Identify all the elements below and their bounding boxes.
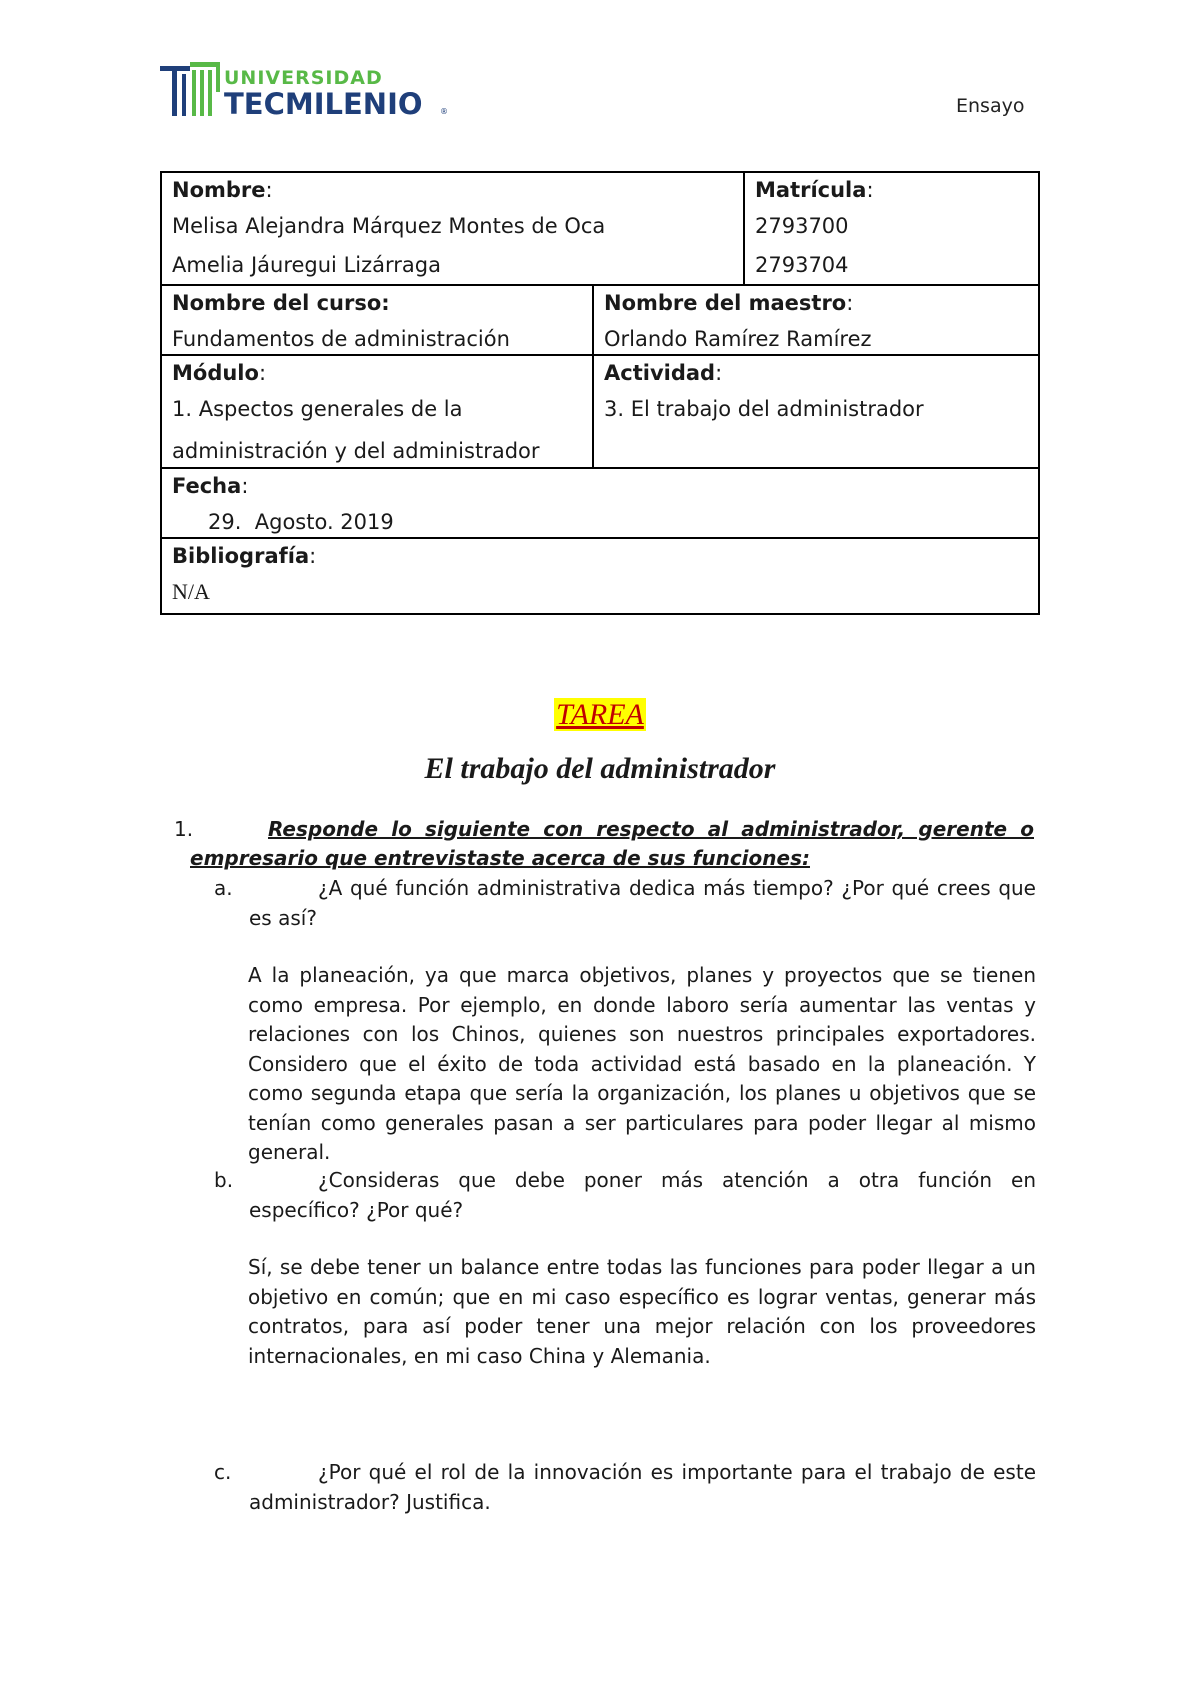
svg-text:UNIVERSIDAD: UNIVERSIDAD xyxy=(224,67,383,89)
cell-maestro: Nombre del maestro: Orlando Ramírez Ramírez xyxy=(594,286,1038,360)
cell-actividad: Actividad: 3. El trabajo del administrador xyxy=(594,356,1038,430)
matricula-label: Matrícula xyxy=(755,178,867,202)
bibliografia-value: N/A xyxy=(172,579,210,604)
subquestion-c xyxy=(214,1458,1036,1517)
modulo-value-line2: administración y del administrador xyxy=(172,439,540,463)
title-text: TAREA xyxy=(556,698,644,731)
modulo-value-line1: 1. Aspectos generales de la xyxy=(172,397,463,421)
student-id-2: 2793704 xyxy=(755,253,849,277)
nombre-label: Nombre xyxy=(172,178,266,202)
curso-value: Fundamentos de administración xyxy=(172,327,510,351)
bibliografia-label: Bibliografía xyxy=(172,544,310,568)
student-name-2: Amelia Jáuregui Lizárraga xyxy=(172,253,441,277)
fecha-value: 29. Agosto. 2019 xyxy=(208,510,394,534)
cell-modulo: Módulo: 1. Aspectos generales de la administración y del administrador xyxy=(162,356,592,472)
document-type: Ensayo xyxy=(956,95,1025,117)
answer-a: A la planeación, ya que marca objetivos, planes y proyectos que se tienen como empresa. Por ejemplo, en donde laboro sería aumentar las ventas y relaciones con los Chinos, quienes son nuestros principales exportadores. Considero que el éxito de toda actividad está basado en la planeación. Y como segunda etapa que sería la organización, los planes u objetivos que se tenían como generales pasan a ser particulares para poder llegar al mismo general. xyxy=(248,963,1036,1164)
subquestion-a xyxy=(214,874,1036,933)
cell-nombre: Nombre: Melisa Alejandra Márquez Montes de Oca Amelia Jáuregui Lizárraga xyxy=(162,173,743,283)
fecha-label: Fecha xyxy=(172,474,242,498)
info-table xyxy=(160,171,1040,615)
maestro-value: Orlando Ramírez Ramírez xyxy=(604,327,872,351)
question-text-line2: empresario que entrevistaste acerca de sus funciones: xyxy=(190,846,810,870)
actividad-label: Actividad xyxy=(604,361,716,385)
subquestion-c-line2: administrador? Justifica. xyxy=(249,1489,491,1514)
svg-text:®: ® xyxy=(440,107,448,116)
cell-fecha: Fecha: 29. Agosto. 2019 xyxy=(162,469,1038,543)
answer-b: Sí, se debe tener un balance entre todas las funciones para poder llegar a un objetivo en común; que en mi caso específico es lograr ventas, generar más contratos, para así poder tener una mejor relación con los proveedores internacionales, en mi caso China y Alemania. xyxy=(248,1255,1036,1368)
student-id-1: 2793700 xyxy=(755,214,849,238)
maestro-label: Nombre del maestro xyxy=(604,291,847,315)
subquestion-letter: b. xyxy=(214,1168,234,1192)
subquestion-a-line2: es así? xyxy=(249,905,317,930)
question-1 xyxy=(174,815,1034,870)
tecmilenio-logo-icon xyxy=(160,62,460,126)
subquestion-letter: a. xyxy=(214,876,233,900)
modulo-label: Módulo xyxy=(172,361,259,385)
cell-matricula: Matrícula: 2793700 2793704 xyxy=(745,173,1038,283)
cell-curso xyxy=(162,286,592,360)
cell-bibliografia: Bibliografía: N/A xyxy=(162,539,1038,613)
subquestion-a-line1: ¿A qué función administrativa dedica más tiempo? ¿Por qué crees que xyxy=(318,876,1036,900)
page-subtitle: El trabajo del administrador xyxy=(424,752,776,785)
question-number: 1. xyxy=(174,817,194,841)
question-text-line1: Responde lo siguiente con respecto al administrador, gerente o xyxy=(268,817,1034,841)
svg-text:TECMILENIO: TECMILENIO xyxy=(224,87,423,121)
actividad-value: 3. El trabajo del administrador xyxy=(604,397,924,421)
subquestion-letter: c. xyxy=(214,1460,232,1484)
subquestion-c-line1: ¿Por qué el rol de la innovación es importante para el trabajo de este xyxy=(318,1460,1036,1484)
subquestion-b-line2: específico? ¿Por qué? xyxy=(249,1197,464,1222)
university-logo xyxy=(160,62,460,126)
subquestion-b xyxy=(214,1166,1036,1225)
curso-label: Nombre del curso: xyxy=(172,291,390,315)
subquestion-b-line1: ¿Consideras que debe poner más atención a otra función en xyxy=(318,1168,1036,1192)
page-title xyxy=(0,698,1200,732)
student-name-1: Melisa Alejandra Márquez Montes de Oca xyxy=(172,214,606,238)
